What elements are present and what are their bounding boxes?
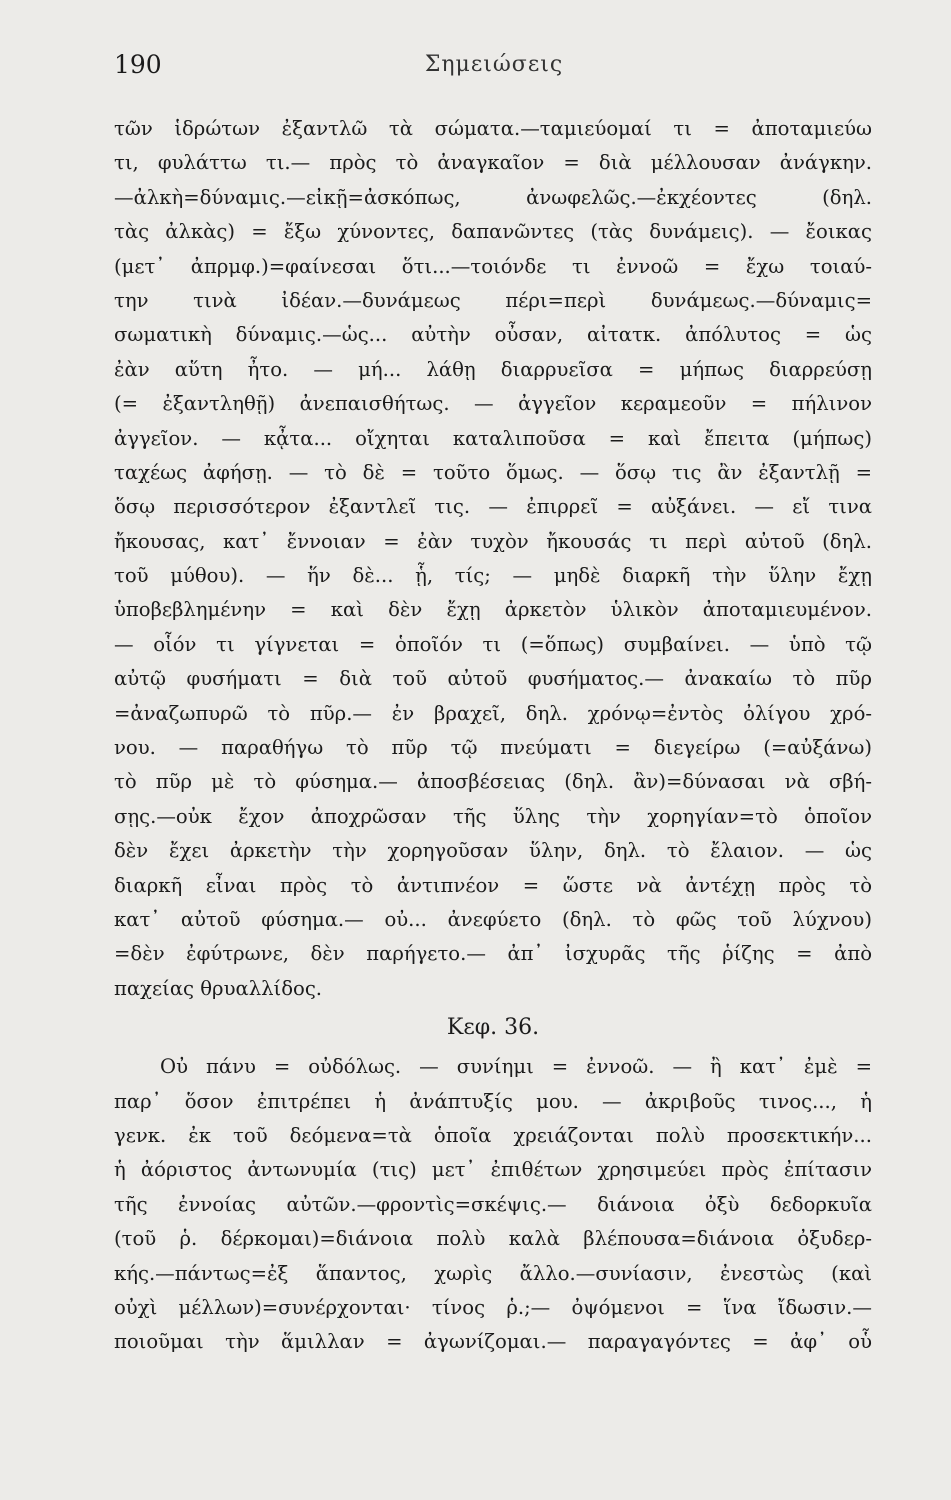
text-line: κής.—πάντως=ἐξ ἅπαντος, χωρὶς ἄλλο.—συνίασιν, ἐνεστὼς (καὶ <box>114 1261 872 1285</box>
text-line: γενκ. ἐκ τοῦ δεόμενα=τὰ ὁποῖα χρειάζονται πολὺ προσεκτικήν... <box>114 1123 872 1147</box>
page-header <box>114 50 874 90</box>
text-line: παχείας θρυαλλίδος. <box>114 976 323 1000</box>
text-line: παρ᾽ ὅσον ἐπιτρέπει ἡ ἀνάπτυξίς μου. — ἀκριβοῦς τινος..., ἡ <box>114 1089 872 1113</box>
text-line: οὐχὶ μέλλων)=συνέρχονται· τίνος ῥ.;— ὀψόμενοι = ἵνα ἴδωσιν.— <box>114 1295 872 1319</box>
text-line: ποιοῦμαι τὴν ἅμιλλαν = ἀγωνίζομαι.— παραγαγόντες = ἀφ᾽ οὗ <box>114 1330 872 1354</box>
text-line: ἀγγεῖον. — κᾆτα... οἴχηται καταλιποῦσα = καὶ ἔπειτα (μήπως) <box>114 426 872 450</box>
text-line: ταχέως ἀφήσῃ. — τὸ δὲ = τοῦτο ὅμως. — ὅσῳ τις ἂν ἐξαντλῇ = <box>114 460 872 484</box>
text-line: νου. — παραθήγω τὸ πῦρ τῷ πνεύματι = διεγείρω (=αὐξάνω) <box>114 736 872 760</box>
text-line: δὲν ἔχει ἀρκετὴν τὴν χορηγοῦσαν ὕλην, δηλ. τὸ ἔλαιον. — ὡς <box>114 839 872 863</box>
text-line: Οὐ πάνυ = οὐδόλως. — συνίημι = ἐννοῶ. — ἢ κατ᾽ ἐμὲ = <box>160 1055 872 1079</box>
text-line: κατ᾽ αὐτοῦ φύσημα.— οὐ... ἀνεφύετο (δηλ. τὸ φῶς τοῦ λύχνου) <box>114 907 872 931</box>
text-line: ἐὰν αὕτη ἦτο. — μή... λάθῃ διαρρυεῖσα = μήπως διαρρεύσῃ <box>114 357 872 381</box>
text-line: τῆς ἐννοίας αὐτῶν.—φροντὶς=σκέψις.— διάνοια ὀξὺ δεδορκυῖα <box>114 1192 872 1216</box>
page-number: 190 <box>114 50 162 79</box>
text-line: ἡ ἀόριστος ἀντωνυμία (τις) μετ᾽ ἐπιθέτων χρησιμεύει πρὸς ἐπίτασιν <box>114 1158 872 1182</box>
chapter-heading: Κεφ. 36. <box>446 1015 540 1041</box>
text-line: τῶν ἱδρώτων ἐξαντλῶ τὰ σώματα.—ταμιεύομαί τι = ἀποταμιεύω <box>114 117 872 140</box>
text-line: (τοῦ ῥ. δέρκομαι)=διάνοια πολὺ καλὰ βλέπουσα=διάνοια ὀξυδερ- <box>114 1227 872 1251</box>
text-line: διαρκῆ εἶναι πρὸς τὸ ἀντιπνέον = ὥστε νὰ ἀντέχῃ πρὸς τὸ <box>114 873 872 897</box>
text-line: αὐτῷ φυσήματι = διὰ τοῦ αὐτοῦ φυσήματος.— ἀνακαίω τὸ πῦρ <box>114 667 872 691</box>
notes-text <box>114 112 872 1360</box>
text-line: — οἷόν τι γίγνεται = ὁποῖόν τι (=ὅπως) συμβαίνει. — ὑπὸ τῷ <box>114 632 872 656</box>
text-line: =δὲν ἐφύτρωνε, δὲν παρήγετο.— ἀπ᾽ ἰσχυρᾶς τῆς ῥίζης = ἀπὸ <box>114 942 872 966</box>
text-line: τι, φυλάττω τι.— πρὸς τὸ ἀναγκαῖον = διὰ μέλλουσαν ἀνάγκην. <box>114 151 872 175</box>
text-line: ἤκουσας, κατ᾽ ἔννοιαν = ἐὰν τυχὸν ἤκουσάς τι περὶ αὐτοῦ (δηλ. <box>114 529 872 553</box>
text-line: =ἀναζωπυρῶ τὸ πῦρ.— ἐν βραχεῖ, δηλ. χρόνῳ=ἐντὸς ὀλίγου χρό- <box>114 701 872 725</box>
text-line: σωματικὴ δύναμις.—ὡς... αὐτὴν οὖσαν, αἰτατκ. ἀπόλυτος = ὡς <box>114 323 872 347</box>
text-line: —ἀλκὴ=δύναμις.—εἰκῇ=ἀσκόπως, ἀνωφελῶς.—ἐκχέοντες (δηλ. <box>114 185 872 209</box>
text-line: σῃς.—οὐκ ἔχον ἀποχρῶσαν τῆς ὕλης τὴν χορηγίαν=τὸ ὁποῖον <box>114 804 872 828</box>
running-head: Σημειώσεις <box>424 52 564 77</box>
text-line: τὸ πῦρ μὲ τὸ φύσημα.— ἀποσβέσειας (δηλ. ἂν)=δύνασαι νὰ σβή- <box>114 770 872 794</box>
text-line: (μετ᾽ ἀπρμφ.)=φαίνεσαι ὅτι...—τοιόνδε τι ἐννοῶ = ἔχω τοιαύ- <box>114 254 872 278</box>
text-line: ὑποβεβλημένην = καὶ δὲν ἔχῃ ἀρκετὸν ὑλικὸν ἀποταμιευμένον. <box>114 598 872 622</box>
text-line: τὰς ἀλκὰς) = ἔξω χύνοντες, δαπανῶντες (τὰς δυνάμεις). — ἔοικας <box>114 220 872 244</box>
text-line: τοῦ μύθου). — ἥν δὲ... ᾗ, τίς; — μηδὲ διαρκῆ τὴν ὕλην ἔχῃ <box>114 564 872 588</box>
text-line: την τινὰ ἰδέαν.—δυνάμεως πέρι=περὶ δυνάμεως.—δύναμις= <box>114 288 872 312</box>
text-line: (= ἐξαντληθῇ) ἀνεπαισθήτως. — ἀγγεῖον κεραμεοῦν = πήλινον <box>114 392 872 416</box>
text-line: ὅσῳ περισσότερον ἐξαντλεῖ τις. — ἐπιρρεῖ = αὐξάνει. — εἴ τινα <box>114 495 872 519</box>
